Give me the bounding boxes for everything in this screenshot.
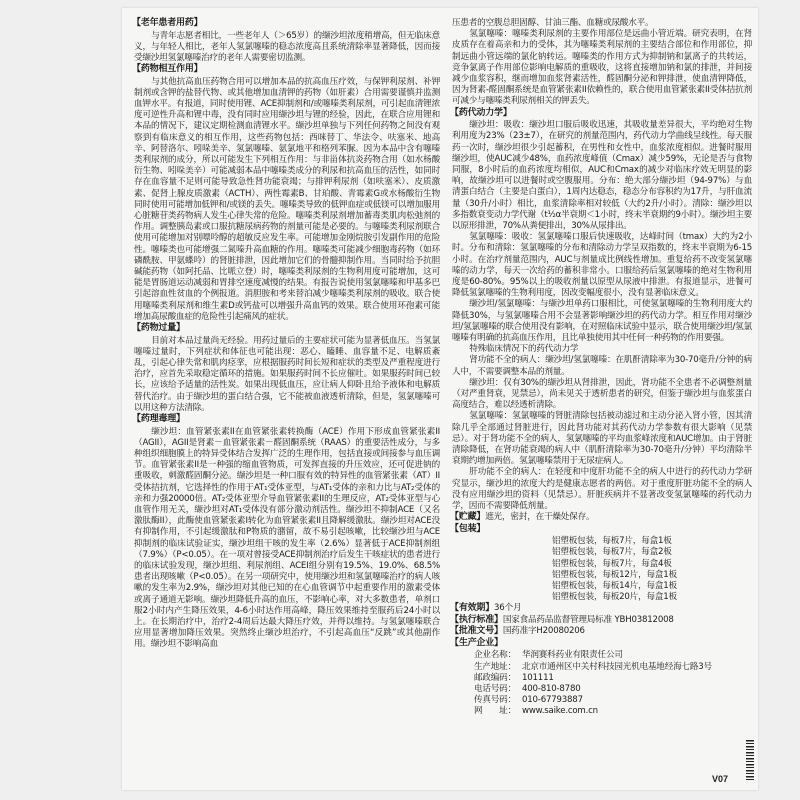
manufacturer-key: 网 址： (474, 706, 516, 717)
section-title-interactions: 【 药物相互作用 】 (132, 64, 440, 76)
pk-special-heading: 特殊临床情况下的药代动力学 (469, 344, 579, 355)
section-title-approval: 【 批准文号 】 (450, 626, 503, 636)
section-title-pharmacokinetics: 【 药代动力学 】 (450, 108, 752, 120)
section-title-validity: 【 有效期 】 (450, 603, 494, 613)
standard-line (452, 615, 752, 627)
package-item: 铝塑板包装，每板20片，每盒1板 (552, 592, 677, 603)
manufacturer-key: 邮政编码： (474, 672, 516, 683)
package-item: 铝塑板包装，每板7片，每盒1板 (552, 536, 672, 547)
manufacturer-value: 010-67793887 (522, 695, 583, 706)
storage-line (452, 512, 752, 524)
barcode-strip (746, 740, 754, 780)
pk-combination-paragraph: 缬沙坦/氢氯噻嗪：与缬沙坦单药口服相比，可使氢氯噻嗪的生物利用度大约降低30%，与氢氯噻嗪合用不会显著影响缬沙坦的药代动力学。相互作用对缬沙坦/氢氯噻嗪的联合使用没有影响，在对照临床试验中显示，联合使用缬沙坦/氢氯噻嗪有明确的抗高血压作用，且比单独使用其中任何一种药物的作用要强。 (452, 299, 752, 343)
manufacturer-row (452, 684, 752, 695)
manufacturer-row (452, 650, 752, 661)
pk-hctz-paragraph: 氢氯噻嗪：吸收：氢氯噻嗪口服后快速吸收，达峰时间（tmax）大约为2小时。分布和清除：氢氯噻嗪的分布和清除动力学呈双指数的，终末半衰期为6-15小时。在治疗剂量范围内，AUC与剂量成比例线性增加。重复给药不改变氢氯噻嗪的动力学，每天一次给药的蓄积非常小。口服给药后氢氯噻嗪的绝对生物利用度是60-80%。95%以上的吸收剂量以原型从尿液中排泄。有报道显示，进餐可降低氢氯噻嗪的生物利用度，因改变幅度很小，没有显著临床意义。 (452, 232, 752, 299)
section-title-pharmacology: 【 药理毒理 】 (132, 414, 440, 426)
section-title-storage: 【 贮藏 】 (450, 512, 485, 522)
right-column (452, 18, 752, 718)
manufacturer-value: 400-810-8780 (522, 684, 581, 695)
package-item: 铝塑板包装，每板7片，每盒4板 (552, 558, 672, 569)
manufacturer-row (452, 695, 752, 706)
approval-line (452, 626, 752, 638)
manufacturer-value: 北京市通州区中关村科技园光机电基地经海七路3号 (522, 661, 712, 672)
pk-renal-hctz-paragraph: 氢氯噻嗪：氢氯噻嗪的肾脏清除包括被动滤过和主动分泌入肾小管，因其清除几乎全部通过肾脏进行，因此肾功能对其药代动力学参数有很大影响（见禁忌）。对于肾功能不全的病人，氢氯噻嗪的平均血浆峰浓度和AUC增加。由于肾脏清除降低，在肾功能衰竭的病人中（肌酐清除率为30-70毫升/分钟）平均清除半衰期约增加两倍。氢氯噻嗪禁用于无尿症病人。 (452, 411, 752, 467)
manufacturer-key: 企业名称： (474, 650, 516, 661)
page-code: V07 (712, 774, 729, 784)
package-item: 铝塑板包装，每板14片，每盒1板 (552, 581, 677, 592)
manufacturer-value: 华润赛科药业有限责任公司 (522, 650, 623, 661)
hydrochlorothiazide-pharmacology-paragraph: 氢氯噻嗪：噻嗪类利尿剂的主要作用部位是远曲小管近端。研究表明，在肾皮质存在着高亲和力的受体，其为噻嗪类利尿剂的主要结合部位和作用部位，抑制远曲小管远端的氯化钠转运。噻嗪类的作用方式为抑制钠和氯离子的共转运，竞争氯离子作用部位影响电解质的重吸收，这将直接增加钠和氯的排泄，并间接减少血浆容积，继而增加血浆肾素活性，醛固酮分泌和钾排泄，使血清钾降低，因为肾素-醛固酮系统是血管紧张素II依赖性的，联合使用血管紧张素II受体拮抗剂可减少与噻嗪类利尿剂相关的钾丢失。 (452, 29, 752, 107)
section-title-manufacturer: 【 生产企业 】 (450, 638, 752, 650)
pk-renal-valsartan-paragraph: 缬沙坦：仅有30%的缬沙坦从肾排泄，因此，肾功能不全患者不必调整剂量（对严重肾衰，见禁忌），尚未见关于透析患者的研究，但鉴于缬沙坦与血浆蛋白高度结合，难以经透析清除。 (452, 377, 752, 411)
manufacturer-value: www.saike.com.cn (522, 706, 598, 717)
pk-valsartan-paragraph: 缬沙坦：吸收：缬沙坦口服后吸收迅速，其吸收量差异很大，平均绝对生物利用度为23%（23±7），在研究的剂量范围内，药代动力学曲线呈线性。每天服药一次时，缬沙坦很少引起蓄积，在男性和女性中，血浆浓度相似。进餐时服用缬沙坦，使AUC减少48%，血药浓度峰值（Cmax）减少59%，无论是否与食物同服，8小时后的血药浓度均相似，AUC和Cmax的减少对临床疗效无明显的影响，故缬沙坦可以进餐时或空腹服用。分布：绝大部分缬沙坦（94-97%）与血清蛋白结合（主要是白蛋白），1周内达稳态，稳态分布容积约为17升，与肝血流量（30升/小时）相比，血浆清除率相对较低（大约2升/小时）。清除：缬沙坦以多指数衰变动力学代谢（t½α半衰期＜1小时，终末半衰期约9小时）。缬沙坦主要以原形排泄，70%从粪便排出，30%从尿排出。 (452, 120, 752, 231)
left-column (134, 18, 440, 651)
interactions-paragraph: 与其他抗高血压药物合用可以增加本品的抗高血压疗效，与保钾利尿剂、补钾制剂或含钾的盐替代物、或其他增加血清钾的药物（如肝素）合用需要谨慎并监测血钾水平。有报道，同时使用锂、ACE抑制剂和/或噻嗪类利尿剂，可引起血清锂浓度可逆性升高和锂中毒，没有同时应用缬沙坦与锂的经验，因此，在联合应用锂和本品的情况下，建议定期检测血清锂水平。缬沙坦单独与下列任何药物之间没有观察到有临床意义的相互作用，这些药物包括：西咪替丁、华法令、呋塞米、地高辛、阿替洛尔、吲哚美辛、氢氯噻嗪、氨氯地平和格列苯脲。因为本品中含有噻嗪类利尿剂的成分，所以可能发生下列相互作用：与非甾体抗炎药物合用（如水杨酸衍生物、吲哚美辛）可能减弱本品中噻嗪类成分的利尿和抗高血压的活性，如同时存在血容量不足则可能导致急性肾功能衰竭；与排钾利尿剂（如呋塞米）、皮质激素、促肾上腺皮质激素（ACTH）、两性霉素B、甘珀酸、青霉素G或水杨酸衍生物同时使用可能增加低钾和/或镁的丢失。噻嗪类导致的低钾血症或低镁可以增加服用心脏糖苷类药物病人发生心律失常的危险。噻嗪类利尿剂增加蓄毒类肌肉松弛剂的作用。调整胰岛素或口服抗糖尿病药物的剂量可能是必要的。与噻嗪类利尿剂联合使用可能增加对别嘌呤醇的超敏反应发生率。可能增加金刚烷胺引发副作用的危险性。噻嗪类也可能增强二氮嗪升高血糖的作用。噻嗪类可能减少细胞毒药物（如环磷酰胺、甲氨蝶呤）的肾脏排泄，因此增加它们的骨髓抑制作用。当同时给予抗胆碱能药物（如阿托品、比哌立登）时，噻嗪类利尿剂的生物利用度可能增加，这可能是胃肠道运动减弱和胃排空速度减慢的结果。有报告说使用氢氯噻嗪和甲基多巴引起溶血性贫血的个例报道。消胆胺和考来替泊减少噻嗪类利尿剂的吸收。联合使用噻嗪类利尿剂和维生素D或钙盐可以增强升高血钙的效果。联合使用环孢素可能增加高尿酸血症的危险性引起痛风的症状。 (134, 76, 440, 322)
manufacturer-row (452, 662, 752, 673)
storage-text: 遮光，密封，在干燥处保存。 (485, 512, 595, 523)
approval-text: 国药准字H20080206 (502, 626, 585, 637)
standard-text: 国家食品药品监督管理局标准 YBH03812008 (502, 614, 674, 625)
manufacturer-row (452, 673, 752, 684)
pk-renal-combination-paragraph: 肾功能不全的病人：缬沙坦/氢氯噻嗪：在肌酐清除率为30-70毫升/分钟的病人中，不需要调整本品的剂量。 (452, 355, 752, 377)
validity-text: 36个月 (494, 603, 522, 614)
validity-line (452, 603, 752, 615)
section-title-elderly: 【 老年患者用药 】 (132, 18, 440, 30)
pharmacology-continued-paragraph: 压患者的空腹总胆固醇、甘油三酯、血糖或尿酸水平。 (452, 18, 654, 28)
section-title-standard: 【 执行标准 】 (450, 615, 503, 625)
manufacturer-key: 电话号码： (474, 684, 516, 695)
manufacturer-row (452, 706, 752, 717)
manufacturer-list (452, 650, 752, 717)
pk-hepatic-paragraph: 肝功能不全的病人：在轻度和中度肝功能不全的病人中进行的药代动力学研究显示，缬沙坦的浓度大约是健康志愿者的两倍。对于重度肝脏功能不全的病人没有应用缬沙坦的资料（见禁忌）。肝脏疾病并不显著改变氢氯噻嗪的药代动力学，因而不需要降低剂量。 (452, 467, 752, 512)
manufacturer-key: 传真号码： (474, 695, 516, 706)
package-item: 铝塑板包装，每板12片，每盒1板 (552, 569, 677, 580)
pharmacology-paragraph: 缬沙坦：血管紧张素II在血管紧张素转换酶（ACE）作用下形成血管紧张素II（AGII），AGII是肾素－血管紧张素－醛固酮系统（RAAS）的重要活性成分，与多种组织细胞膜上的特异受体结合发挥广泛的生理作用，包括直接或间接参与血压调节。血管紧张素II是一种强的缩血管物质，可发挥直接的升压效应，还可促进钠的重吸收，刺激醛固酮分泌。缬沙坦是一种口服有效的特异性的血管紧张素（AT）II受体拮抗剂，它选择性的作用于AT₁受体亚型，与AT₁受体的亲和力比与AT₂受体的亲和力强20000倍。AT₂受体亚型介导血管紧张素II的生理反应，AT₂受体亚型与心血管作用无关，缬沙坦对AT₁受体没有部分激动剂活性。缬沙坦不抑制ACE（又名激肽酶II），此酶使血管紧张素I转化为血管紧张素II且降解缓激肽。缬沙坦对ACE没有抑制作用，不引起缓激肽和P物质的潴留，故不易引起咳嗽，比较缬沙坦与ACE抑制剂的临床试验证实，缬沙坦组干咳的发生率（2.6%）显著低于ACE抑制剂组（7.9%）（P<0.05）。在一项对曾接受ACE抑制剂治疗后发生干咳症状的患者进行的临床试验发现，缬沙坦组、利尿剂组、ACEI组分别有19.5%、19.0%、68.5%患者出现咳嗽（P<0.05）。在另一项研究中，使用缬沙坦和氢氯噻嗪治疗的病人咳嗽的发生率为2.9%，缬沙坦对其他已知的在心血管调节中起重要作用的激素受体或离子通道无影响。缬沙坦降低升高的血压，不影响心率，对大多数患者，单剂口服2小时内产生降压效果，4-6小时达作用高峰，降压效果维持至服药后24小时以上。在长期治疗中，治疗2-4周后达最大降压疗效，并得以维持。与氢氯噻嗪联合应用显著增加降压效果。突然终止缬沙坦治疗，不引起高血压“反跳”或其他副作用。缬沙坦不影响高血 (134, 426, 440, 650)
package-insert-page (122, 8, 758, 790)
package-item: 铝塑板包装，每板7片，每盒2板 (552, 547, 672, 558)
manufacturer-key: 生产地址： (474, 661, 516, 672)
elderly-paragraph: 与青年志愿者相比，一些老年人（＞65岁）的缬沙坦浓度稍增高，但无临床意义，与年轻人相比，老年人氢氯噻嗪的稳态浓度高且系统清除率显著降低，因而接受缬沙坦氢氯噻嗪治疗的老年人需要密切监测。 (134, 30, 440, 63)
section-title-overdose: 【 药物过量 】 (132, 323, 440, 335)
section-title-package: 【 包装 】 (450, 524, 752, 536)
overdose-paragraph: 目前对本品过量尚无经验。用药过量后的主要症状可能为显著低血压。当氢氯噻嗪过量时，下列症状和体征也可能出现：恶心、瞌睡、血容量不足、电解质紊乱，引起心律失常和肌肉痉挛，应根据服药时间长短和症状的类型及严重程度进行治疗，应首先采取稳定循环的措施。如果服药时间不长应催吐。如果服药时间已较长，应该给予适量的活性炭。如果出现低血压，应让病人仰卧且给予液体和电解质替代治疗。由于缬沙坦的蛋白结合强，它不能被血液透析清除，但是，氢氯噻嗪可以用这种方法清除。 (134, 335, 440, 413)
manufacturer-value: 101111 (522, 672, 554, 683)
package-list (452, 536, 752, 603)
